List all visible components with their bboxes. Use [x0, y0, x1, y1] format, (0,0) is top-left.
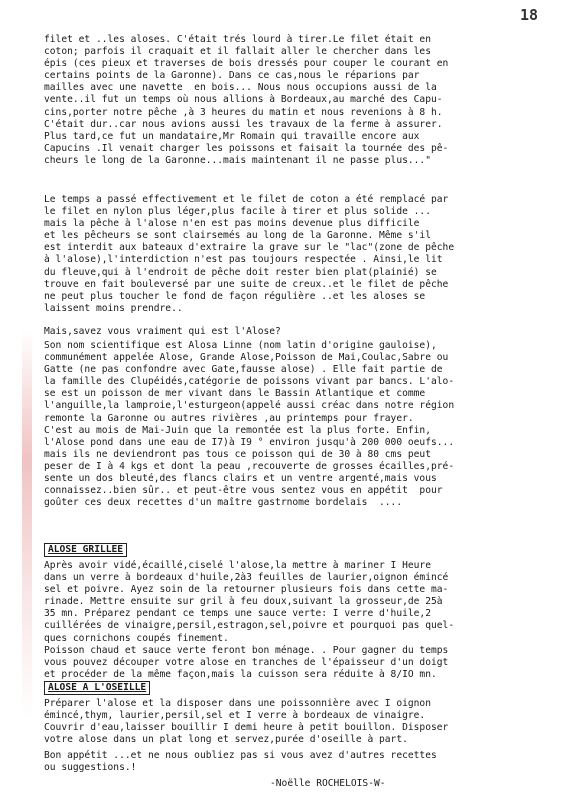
closing-paragraph: Bon appétit ...et ne nous oubliez pas si vous avez d'autres recettes ou suggestions.! — [44, 750, 437, 774]
author-signature: -Noëlle ROCHELOIS-W- — [270, 778, 386, 789]
recipe-heading-oseille: ALOSE A L'OSEILLE — [44, 681, 150, 695]
paragraph-alose-description: Son nom scientifique est Alosa Linne (nom latin d'origine gauloise), communément appelée Alose, Grande Alose,Poisson de Mai,Coulac,Sabre ou Gatte (ne pas confondre avec Gate,fausse alose) . Elle fait partie de la famille des Clupéidés,catégorie de poissons vivant par bancs. L'alo- se est un poisson de mer vivant dans le Bassin Atlantique et comme l'anguille,la lamproie,l'esturgeon(appelé aussi créac dans notre région remonte la Garonne ou autres rivières ,au printemps pour frayer. C'est au mois de Mai-Juin que la remontée est la plus forte. Enfin, l'Alose pond dans une eau de I7)à I9 ° environ jusqu'à 200 000 oeufs... mais ils ne deviendront pas tous ce poisson qui de 30 à 80 cms peut peser de I à 4 kgs et dont la peau ,recouverte de grosses écailles,pré- sente un dos bleuté,des flancs clairs et un ventre argenté,mais vous connaissez..bien sûr.. et peut-être vous sentez vous en appétit pour goûter ces deux recettes d'un maître gastrnome bordelais .... — [44, 340, 455, 509]
page-number: 18 — [520, 6, 539, 24]
paragraph-nylon-net: Le temps a passé effectivement et le filet de coton a été remplacé par le filet en nylon plus léger,plus facile à tirer et plus solide ... mais la pêche à l'alose n'en est pas moins devenue plus difficile et les pêcheurs se sont clairsemés au long de la Garonne. Même s'il est interdit aux bateaux d'extraire la grave sur le "lac"(zone de pêche à l'alose),l'interdiction n'est pas toujours respectée . Ainsi,le lit du fleuve,qui à l'endroit de pêche doit rester bien plat(plainié) se trouve en fait bouleversé par une suite de creux..et le filet de pêche ne peut plus toucher le fond de façon régulière ..et les aloses se laissent moins prendre.. — [44, 194, 455, 314]
recipe-heading-grillee: ALOSE GRILLEE — [44, 543, 127, 557]
paragraph-question: Mais,savez vous vraiment qui est l'Alose? — [44, 326, 281, 337]
paragraph-fishing-story: filet et ..les aloses. C'était trés lourd à tirer.Le filet était en coton; parfois il craquait et il fallait aller le chercher dans les épis (ces pieux et traverses de bois dressés pour couper le courant en certains points de la Garonne). Dans ce cas,nous le réparions par mailles avec une navette en bois... Nous nous occupions aussi de la vente..il fut un temps où nous allions à Bordeaux,au marché des Capu- cins,porter notre pêche ,à 3 heures du matin et nous revenions à 8 h. C'était dur..car nous avions aussi les travaux de la ferme à assurer. Plus tard,ce fut un mandataire,Mr Romain qui travaille encore aux Capucins .Il venait charger les poissons et faisait la tournée des pê- cheurs le long de la Garonne...mais maintenant il ne passe plus..." — [44, 34, 449, 166]
margin-stain — [22, 330, 32, 720]
recipe-grillee-text: Après avoir vidé,écaillé,ciselé l'alose,la mettre à mariner I Heure dans un verre à bordeaux d'huile,2à3 feuilles de laurier,oignon émincé sel et poivre. Ayez soin de la retourner plusieurs fois dans cette ma- rinade. Mettre ensuite sur gril à feu doux,suivant la grosseur,de 25à 35 mn. Préparez pendant ce temps une sauce verte: I verre d'huile,2 cuillérées de vinaigre,persil,estragon,sel,poivre et pourquoi pas quel- ques cornichons coupés finement. Poisson chaud et sauce verte feront bon ménage. . Pour gagner du temps vous pouvez découper votre alose en tranches de l'épaisseur d'un doigt et procéder de la même façon,mais la cuisson sera réduite à 8/IO mn. — [44, 560, 455, 680]
recipe-oseille-text: Préparer l'alose et la disposer dans une poissonnière avec I oignon émincé,thym, laurier,persil,sel et I verre à bordeaux de vinaigre. Couvrir d'eau,laisser bouillir I demi heure à petit bouillon. Disposer votre alose dans un plat long et servez,purée d'oseille à part. — [44, 698, 449, 746]
